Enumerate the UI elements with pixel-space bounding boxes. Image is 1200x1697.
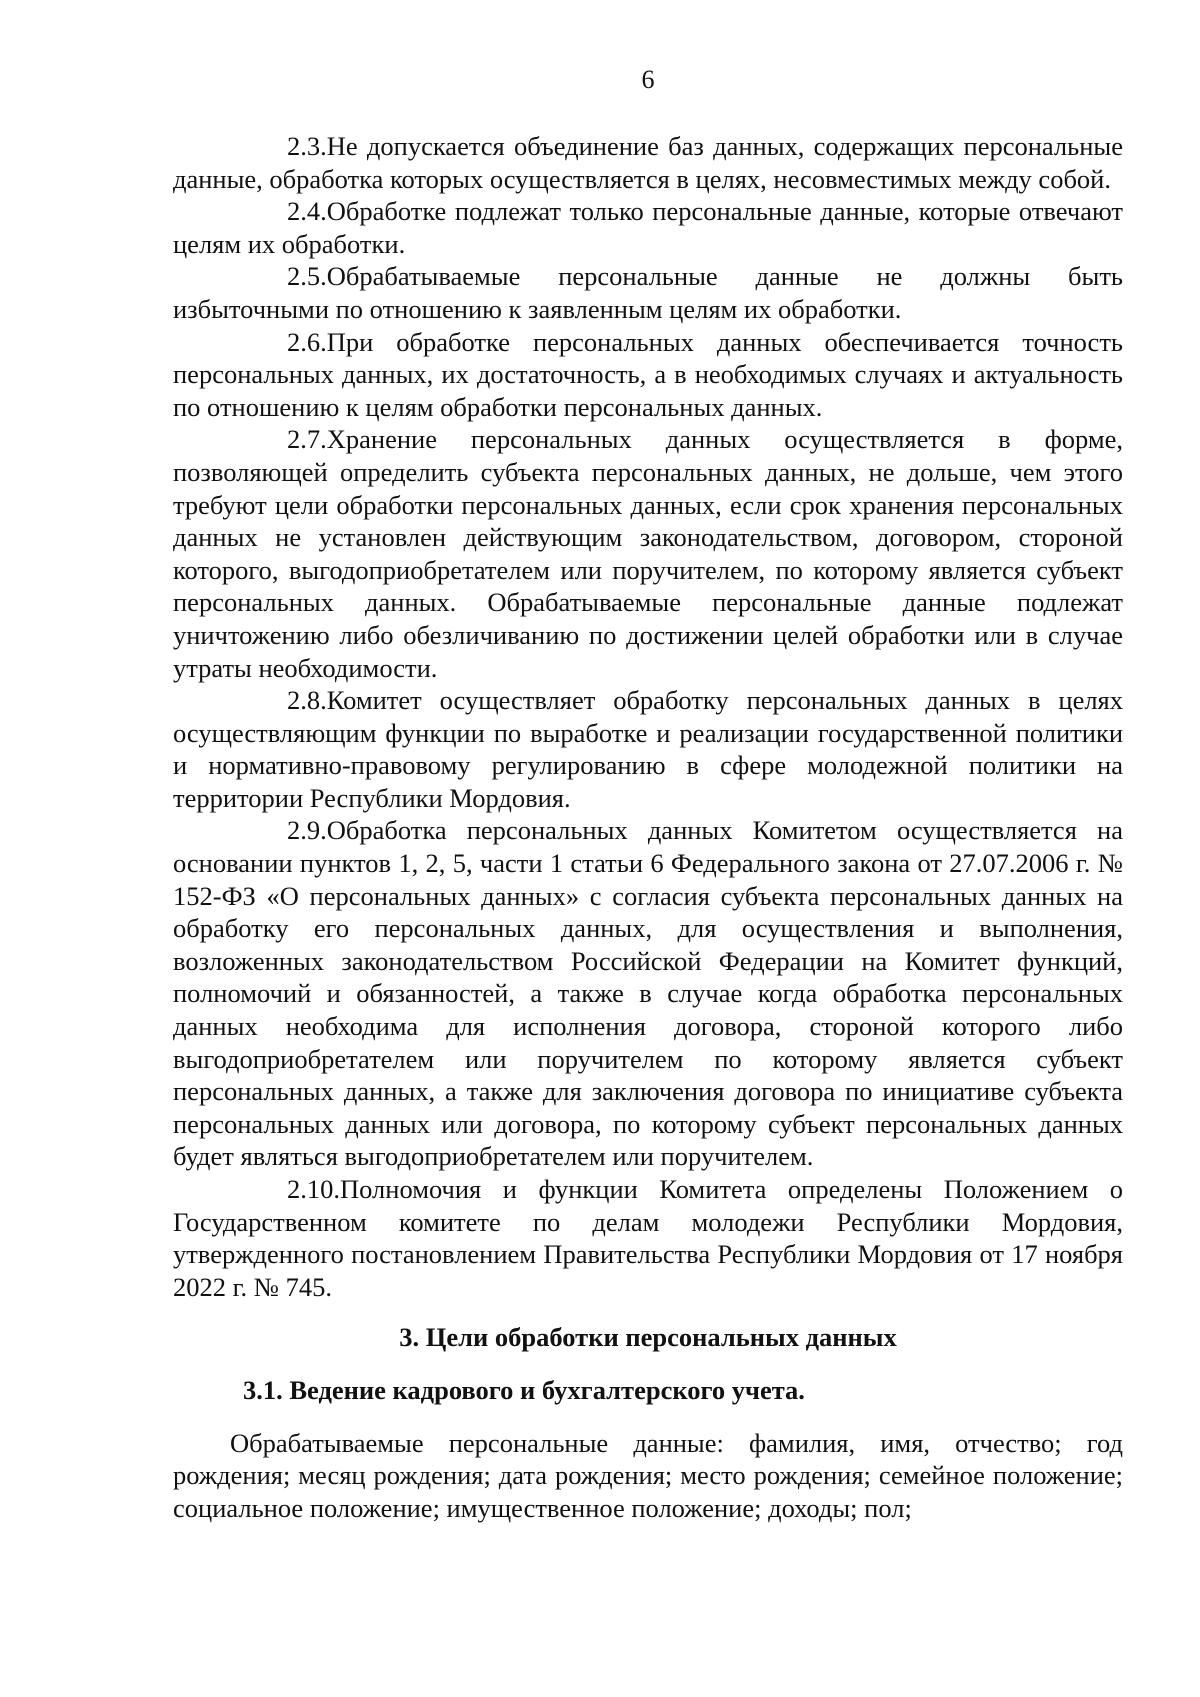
paragraph-number: 2.7. bbox=[287, 424, 327, 455]
paragraph-number: 2.10. bbox=[287, 1174, 340, 1204]
paragraph-2-7 bbox=[173, 423, 1123, 684]
document-page bbox=[173, 64, 1123, 1524]
subsection-heading: 3.1. Ведение кадрового и бухгалтерского учета. bbox=[243, 1374, 805, 1405]
paragraph-number: 2.5. bbox=[287, 261, 327, 292]
paragraph-text: Обработке подлежат только персональные данные, которые отвечают целям их обработки. bbox=[173, 196, 1123, 259]
paragraph-2-3 bbox=[173, 130, 1123, 195]
paragraph-2-8 bbox=[173, 684, 1123, 814]
paragraph-2-9 bbox=[173, 814, 1123, 1173]
paragraph-2-5 bbox=[173, 260, 1123, 325]
paragraph-text: Обработка персональных данных Комитетом осуществляется на основании пунктов 1, 2, 5, части 1 статьи 6 Федерального закона от 27.07.2006 г. № 152-ФЗ «О персональных данных» с согласия субъекта персональных данных на обработку его персональных данных, для осуществления и выполнения, возложенных законодательством Российской Федерации на Комитет функций, полномочий и обязанностей, а также в случае когда обработка персональных данных необходима для исполнения договора, стороной которого либо выгодоприобретателем или поручителем по которому является субъект персональных данных, а также для заключения договора по инициативе субъекта персональных данных или договора, по которому субъект персональных данных будет являться выгодоприобретателем или поручителем. bbox=[173, 815, 1123, 1172]
paragraph-text: Хранение персональных данных осуществляется в форме, позволяющей определить субъекта персональных данных, не дольше, чем этого требуют цели обработки персональных данных, если срок хранения персональных данных не установлен действующим законодательством, договором, стороной которого, выгодоприобретателем или поручителем, по которому является субъект персональных данных. Обрабатываемые персональные данные подлежат уничтожению либо обезличиванию по достижении целей обработки или в случае утраты необходимости. bbox=[173, 424, 1123, 683]
page-number: 6 bbox=[641, 65, 655, 94]
paragraph-number: 2.3. bbox=[287, 131, 327, 161]
paragraph-2-6 bbox=[173, 326, 1123, 424]
paragraph-2-4 bbox=[173, 195, 1123, 260]
paragraph-text: При обработке персональных данных обеспечивается точность персональных данных, их достаточность, а в необходимых случаях и актуальность по отношению к целям обработки персональных данных. bbox=[173, 326, 1123, 422]
paragraph-number: 2.4. bbox=[287, 196, 327, 227]
paragraph-number: 2.8. bbox=[287, 685, 327, 716]
paragraph-text: Не допускается объединение баз данных, содержащих персональные данные, обработка которых осуществляется в целях, несовместимых между собой. bbox=[173, 131, 1123, 194]
paragraph-text: Полномочия и функции Комитета определены Положением о Государственном комитете по делам молодежи Республики Мордовия, утвержденного постановлением Правительства Республики Мордовия от 17 ноября 2022 г. № 745. bbox=[173, 1174, 1123, 1302]
paragraph-2-10 bbox=[173, 1173, 1123, 1303]
paragraph-text: Обрабатываемые персональные данные не должны быть избыточными по отношению к заявленным целям их обработки. bbox=[173, 261, 1123, 324]
paragraph-processed-data: Обрабатываемые персональные данные: фамилия, имя, отчество; год рождения; месяц рождения; дата рождения; место рождения; семейное положение; социальное положение; имущественное положение; доходы; пол; bbox=[173, 1427, 1123, 1523]
paragraph-number: 2.6. bbox=[287, 326, 327, 357]
paragraph-text: Комитет осуществляет обработку персональных данных в целях осуществляющим функции по выработке и реализации государственной политики и нормативно-правовому регулированию в сфере молодежной политики на территории Республики Мордовия. bbox=[173, 685, 1123, 813]
paragraph-number: 2.9. bbox=[287, 815, 327, 846]
section-heading: 3. Цели обработки персональных данных bbox=[399, 1322, 897, 1353]
